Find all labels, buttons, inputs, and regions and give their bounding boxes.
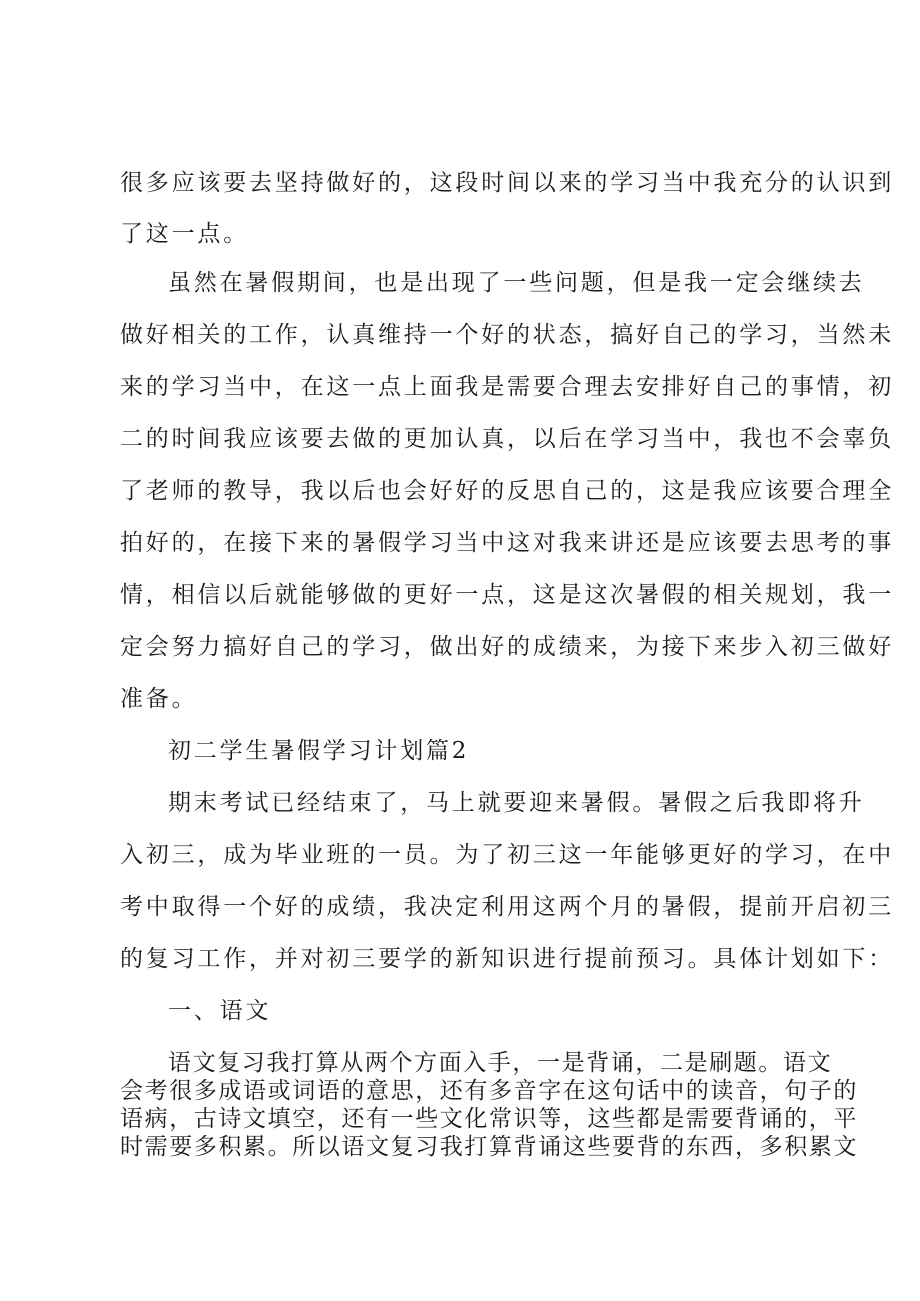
paragraph-line: 考中取得一个好的成绩，我决定利用这两个月的暑假，提前开启初三 bbox=[120, 894, 894, 920]
paragraph-line: 了老师的教导，我以后也会好好的反思自己的，这是我应该要合理全 bbox=[120, 478, 894, 504]
paragraph-line: 了这一点。 bbox=[120, 221, 249, 247]
paragraph-line: 期末考试已经结束了，马上就要迎来暑假。暑假之后我即将升 bbox=[168, 790, 865, 816]
paragraph-line: 语病，古诗文填空，还有一些文化常识等，这些都是需要背诵的，平 bbox=[120, 1106, 858, 1132]
paragraph-line: 定会努力搞好自己的学习，做出好的成绩来，为接下来步入初三做好 bbox=[120, 634, 894, 660]
subsection-heading: 一、语文 bbox=[168, 998, 272, 1024]
paragraph-line: 拍好的，在接下来的暑假学习当中这对我来讲还是应该要去思考的事 bbox=[120, 530, 894, 556]
paragraph-line: 会考很多成语或词语的意思，还有多音字在这句话中的读音，句子的 bbox=[120, 1078, 858, 1104]
paragraph-line: 二的时间我应该要去做的更加认真，以后在学习当中，我也不会辜负 bbox=[120, 426, 894, 452]
paragraph-line: 很多应该要去坚持做好的，这段时间以来的学习当中我充分的认识到 bbox=[120, 170, 894, 196]
section-heading: 初二学生暑假学习计划篇2 bbox=[168, 738, 470, 764]
paragraph-line: 时需要多积累。所以语文复习我打算背诵这些要背的东西，多积累文 bbox=[120, 1134, 858, 1160]
paragraph-line: 入初三，成为毕业班的一员。为了初三这一年能够更好的学习，在中 bbox=[120, 842, 894, 868]
paragraph-line: 做好相关的工作，认真维持一个好的状态，搞好自己的学习，当然未 bbox=[120, 322, 894, 348]
paragraph-line: 虽然在暑假期间，也是出现了一些问题，但是我一定会继续去 bbox=[168, 270, 865, 296]
paragraph-line: 来的学习当中，在这一点上面我是需要合理去安排好自己的事情，初 bbox=[120, 374, 894, 400]
paragraph-line: 准备。 bbox=[120, 686, 198, 712]
paragraph-line: 语文复习我打算从两个方面入手，一是背诵，二是刷题。语文 bbox=[168, 1050, 833, 1076]
paragraph-line: 情，相信以后就能够做的更好一点，这是这次暑假的相关规划，我一 bbox=[120, 582, 894, 608]
paragraph-line: 的复习工作，并对初三要学的新知识进行提前预习。具体计划如下： bbox=[120, 946, 894, 972]
